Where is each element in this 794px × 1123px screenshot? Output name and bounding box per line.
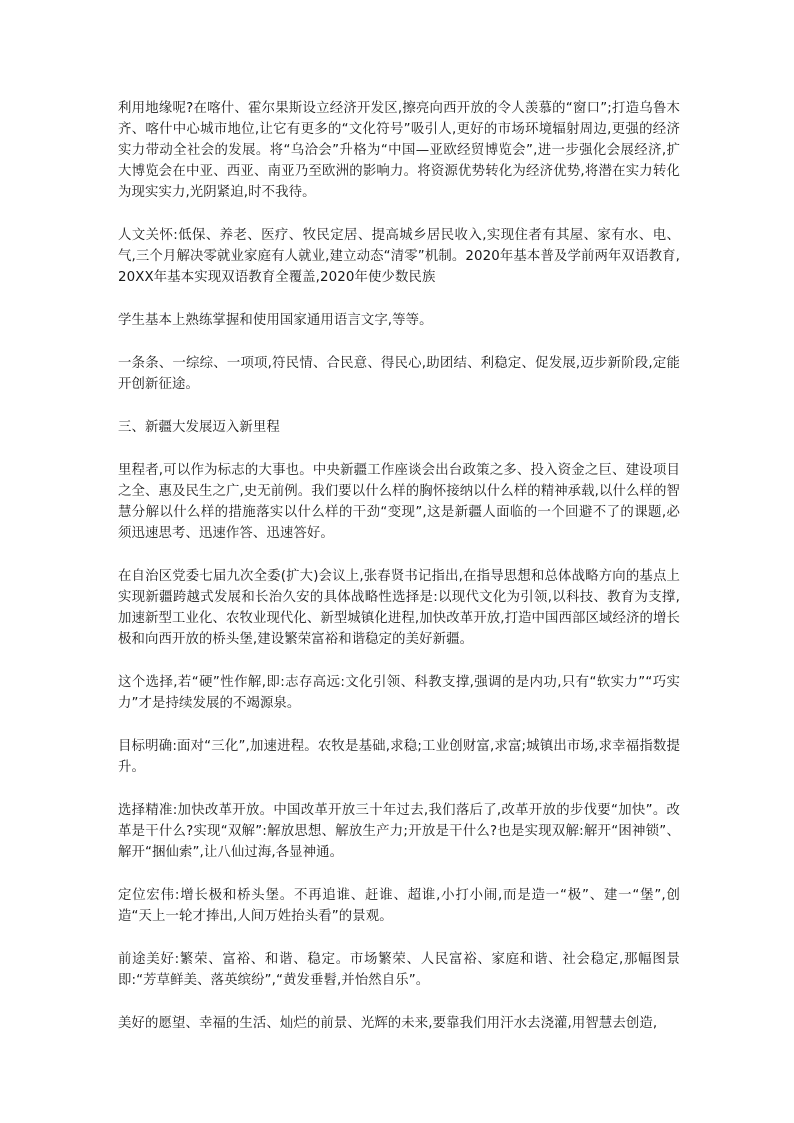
- section-heading: 三、新疆大发展迈入新里程: [118, 420, 280, 435]
- paragraph-strategic-choice: 在自治区党委七届九次全委(扩大)会议上,张春贤书记指出,在指导思想和总体战略方向的基点上实现新疆跨越式发展和长治久安的具体战略性选择是:以现代文化为引领,以科技、教育为支撑,加速新型工业化、农牧业现代化、新型城镇化进程,加快改革开放,打造中国西部区域经济的增长极和向西开放的桥头堡,建设繁荣富裕和谐稳定的美好新疆。: [118, 569, 680, 647]
- paragraph-humanistic-care: 人文关怀:低保、养老、医疗、牧民定居、提高城乡居民收入,实现住者有其屋、家有水、电、气,三个月解决零就业家庭有人就业,建立动态“清零”机制。2020年基本普及学前两年双语教育,20XX年基本实现双语教育全覆盖,2020年使少数民族: [118, 228, 680, 285]
- paragraph-grand-positioning: 定位宏伟:增长极和桥头堡。不再追谁、赶谁、超谁,小打小闹,而是造一“极”、建一“堡”,创造“天上一轮才捧出,人间万姓抬头看”的景观。: [118, 888, 680, 924]
- paragraph-measures-summary: 一条条、一综综、一项项,符民情、合民意、得民心,助团结、利稳定、促发展,迈步新阶段,定能开创新征途。: [118, 356, 680, 392]
- paragraph-closing: 美好的愿望、幸福的生活、灿烂的前景、光辉的未来,要靠我们用汗水去浇灌,用智慧去创造,: [118, 1016, 658, 1031]
- paragraph-language-education: 学生基本上熟练掌握和使用国家通用语言文字,等等。: [118, 313, 433, 328]
- paragraph-precise-choice: 选择精准:加快改革开放。中国改革开放三十年过去,我们落后了,改革开放的步伐要“加快”。改革是干什么?实现“双解”:解放思想、解放生产力;开放是干什么?也是实现双解:解开“困神锁”、解开“捆仙索”,让八仙过海,各显神通。: [118, 803, 680, 860]
- document-page: [118, 98, 680, 1056]
- paragraph-bright-future: 前途美好:繁荣、富裕、和谐、稳定。市场繁荣、人民富裕、家庭和谐、社会稳定,那幅图景即:“芳草鲜美、落英缤纷”,“黄发垂髫,并怡然自乐”。: [118, 952, 680, 988]
- paragraph-economic-development: 利用地缘呢?在喀什、霍尔果斯设立经济开发区,擦亮向西开放的令人羡慕的“窗口”;打造乌鲁木齐、喀什中心城市地位,让它有更多的“文化符号”吸引人,更好的市场环境辐射周边,更强的经济实力带动全社会的发展。将“乌洽会”升格为“中国—亚欧经贸博览会”,进一步强化会展经济,扩大博览会在中亚、西亚、南亚乃至欧洲的影响力。将资源优势转化为经济优势,将潜在实力转化为现实实力,光阴紧迫,时不我待。: [118, 101, 680, 200]
- paragraph-milestone: 里程者,可以作为标志的大事也。中央新疆工作座谈会出台政策之多、投入资金之巨、建设项目之全、惠及民生之广,史无前例。我们要以什么样的胸怀接纳以什么样的精神承载,以什么样的智慧分解以什么样的措施落实以什么样的干劲“变现”,这是新疆人面临的一个回避不了的课题,必须迅速思考、迅速作答、迅速答好。: [118, 463, 680, 541]
- paragraph-clear-goal: 目标明确:面对“三化”,加速进程。农牧是基础,求稳;工业创财富,求富;城镇出市场,求幸福指数提升。: [118, 739, 680, 775]
- paragraph-hard-interpretation: 这个选择,若“硬”性作解,即:志存高远:文化引领、科教支撑,强调的是内功,只有“软实力”“巧实力”才是持续发展的不竭源泉。: [118, 675, 680, 711]
